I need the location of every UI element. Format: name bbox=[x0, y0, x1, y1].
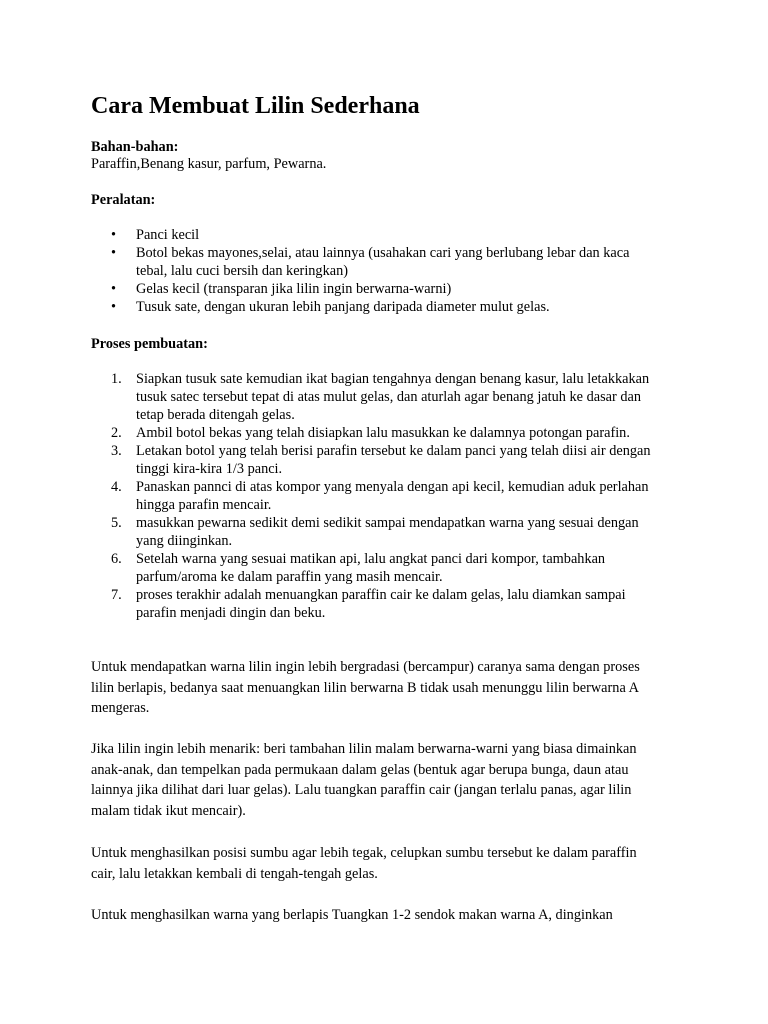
paragraph-berlapis bbox=[91, 905, 613, 926]
step-text: proses terakhir adalah menuangkan paraffin cair ke dalam gelas, lalu diamkan sampai bbox=[136, 587, 626, 603]
step-number: 2. bbox=[111, 425, 122, 441]
proses-heading: Proses pembuatan: bbox=[91, 336, 208, 352]
peralatan-heading: Peralatan: bbox=[91, 192, 156, 208]
paragraph-sumbu bbox=[91, 843, 637, 884]
step-number: 4. bbox=[111, 479, 122, 495]
bullet-marker: • bbox=[111, 299, 117, 315]
bahan-text: Paraffin,Benang kasur, parfum, Pewarna. bbox=[91, 156, 327, 172]
step-number: 3. bbox=[111, 443, 122, 459]
step-text: parafin menjadi dingin dan beku. bbox=[136, 605, 326, 621]
step-text: Setelah warna yang sesuai matikan api, lalu angkat panci dari kompor, tambahkan bbox=[136, 551, 606, 567]
list-item bbox=[91, 586, 691, 622]
step-text: Letakan botol yang telah berisi parafin tersebut ke dalam panci yang telah diisi air dengan bbox=[136, 443, 651, 459]
paragraph-line: Untuk mendapatkan warna lilin ingin lebih bergradasi (bercampur) caranya sama dengan proses bbox=[91, 659, 640, 675]
step-text: hingga parafin mencair. bbox=[136, 497, 272, 513]
list-item bbox=[91, 298, 691, 316]
list-item bbox=[91, 226, 691, 244]
paragraph-line: malam tidak ikut mencair). bbox=[91, 802, 246, 819]
list-item bbox=[91, 424, 691, 442]
step-text: yang diinginkan. bbox=[136, 533, 233, 549]
paragraph-line: Jika lilin ingin lebih menarik: beri tambahan lilin malam berwarna-warni yang biasa dimainkan bbox=[91, 741, 637, 757]
bullet-marker: • bbox=[111, 281, 117, 297]
step-text: tetap berada ditengah gelas. bbox=[136, 407, 295, 423]
list-item-text: tebal, lalu cuci bersih dan keringkan) bbox=[136, 263, 348, 279]
step-text: Ambil botol bekas yang telah disiapkan lalu masukkan ke dalamnya potongan parafin. bbox=[136, 425, 630, 441]
paragraph-line: Untuk menghasilkan warna yang berlapis Tuangkan 1-2 sendok makan warna A, dinginkan bbox=[91, 907, 613, 923]
paragraph-line: Untuk menghasilkan posisi sumbu agar lebih tegak, celupkan sumbu tersebut ke dalam paraffin bbox=[91, 845, 637, 861]
list-item-text: Gelas kecil (transparan jika lilin ingin berwarna-warni) bbox=[136, 281, 452, 297]
step-text: masukkan pewarna sedikit demi sedikit sampai mendapatkan warna yang sesuai dengan bbox=[136, 515, 639, 531]
list-item bbox=[91, 280, 691, 298]
paragraph-gradasi bbox=[91, 657, 640, 719]
proses-steps-list bbox=[91, 370, 691, 622]
list-item bbox=[91, 370, 691, 424]
step-text: tinggi kira-kira 1/3 panci. bbox=[136, 461, 283, 477]
bullet-marker: • bbox=[111, 227, 117, 243]
list-item bbox=[91, 514, 691, 550]
paragraph-line: lainnya jika dilihat dari luar gelas). Lalu tuangkan paraffin cair (jangan terlalu panas, agar lilin bbox=[91, 782, 632, 798]
paragraph-line: cair, lalu letakkan kembali di tengah-tengah gelas. bbox=[91, 865, 378, 882]
list-item bbox=[91, 442, 691, 478]
paragraph-line: lilin berlapis, bedanya saat menuangkan lilin berwarna B tidak usah menunggu lilin berwarna A bbox=[91, 679, 639, 696]
bahan-heading: Bahan-bahan: bbox=[91, 139, 179, 155]
list-item-text: Panci kecil bbox=[136, 227, 200, 243]
list-item-text: Tusuk sate, dengan ukuran lebih panjang daripada diameter mulut gelas. bbox=[136, 299, 550, 315]
paragraph-lilin-malam bbox=[91, 739, 637, 821]
list-item bbox=[91, 550, 691, 586]
peralatan-list bbox=[91, 226, 691, 316]
step-number: 1. bbox=[111, 371, 122, 387]
step-number: 7. bbox=[111, 587, 122, 603]
list-item bbox=[91, 478, 691, 514]
list-item bbox=[91, 244, 691, 280]
step-number: 6. bbox=[111, 551, 122, 567]
step-text: parfum/aroma ke dalam paraffin yang masih mencair. bbox=[136, 569, 443, 585]
bullet-marker: • bbox=[111, 245, 117, 261]
step-text: Siapkan tusuk sate kemudian ikat bagian tengahnya dengan benang kasur, lalu letakkakan bbox=[136, 371, 650, 387]
paragraph-line: anak-anak, dan tempelkan pada permukaan dalam gelas (bentuk agar berupa bunga, daun atau bbox=[91, 761, 629, 778]
paragraph-line: mengeras. bbox=[91, 700, 150, 716]
document-title: Cara Membuat Lilin Sederhana bbox=[91, 93, 420, 119]
list-item-text: Botol bekas mayones,selai, atau lainnya (usahakan cari yang berlubang lebar dan kaca bbox=[136, 245, 630, 261]
step-number: 5. bbox=[111, 515, 122, 531]
step-text: Panaskan pannci di atas kompor yang menyala dengan api kecil, kemudian aduk perlahan bbox=[136, 479, 649, 495]
step-text: tusuk satec tersebut tepat di atas mulut gelas, dan aturlah agar benang jatuh ke dasar dan bbox=[136, 389, 641, 405]
